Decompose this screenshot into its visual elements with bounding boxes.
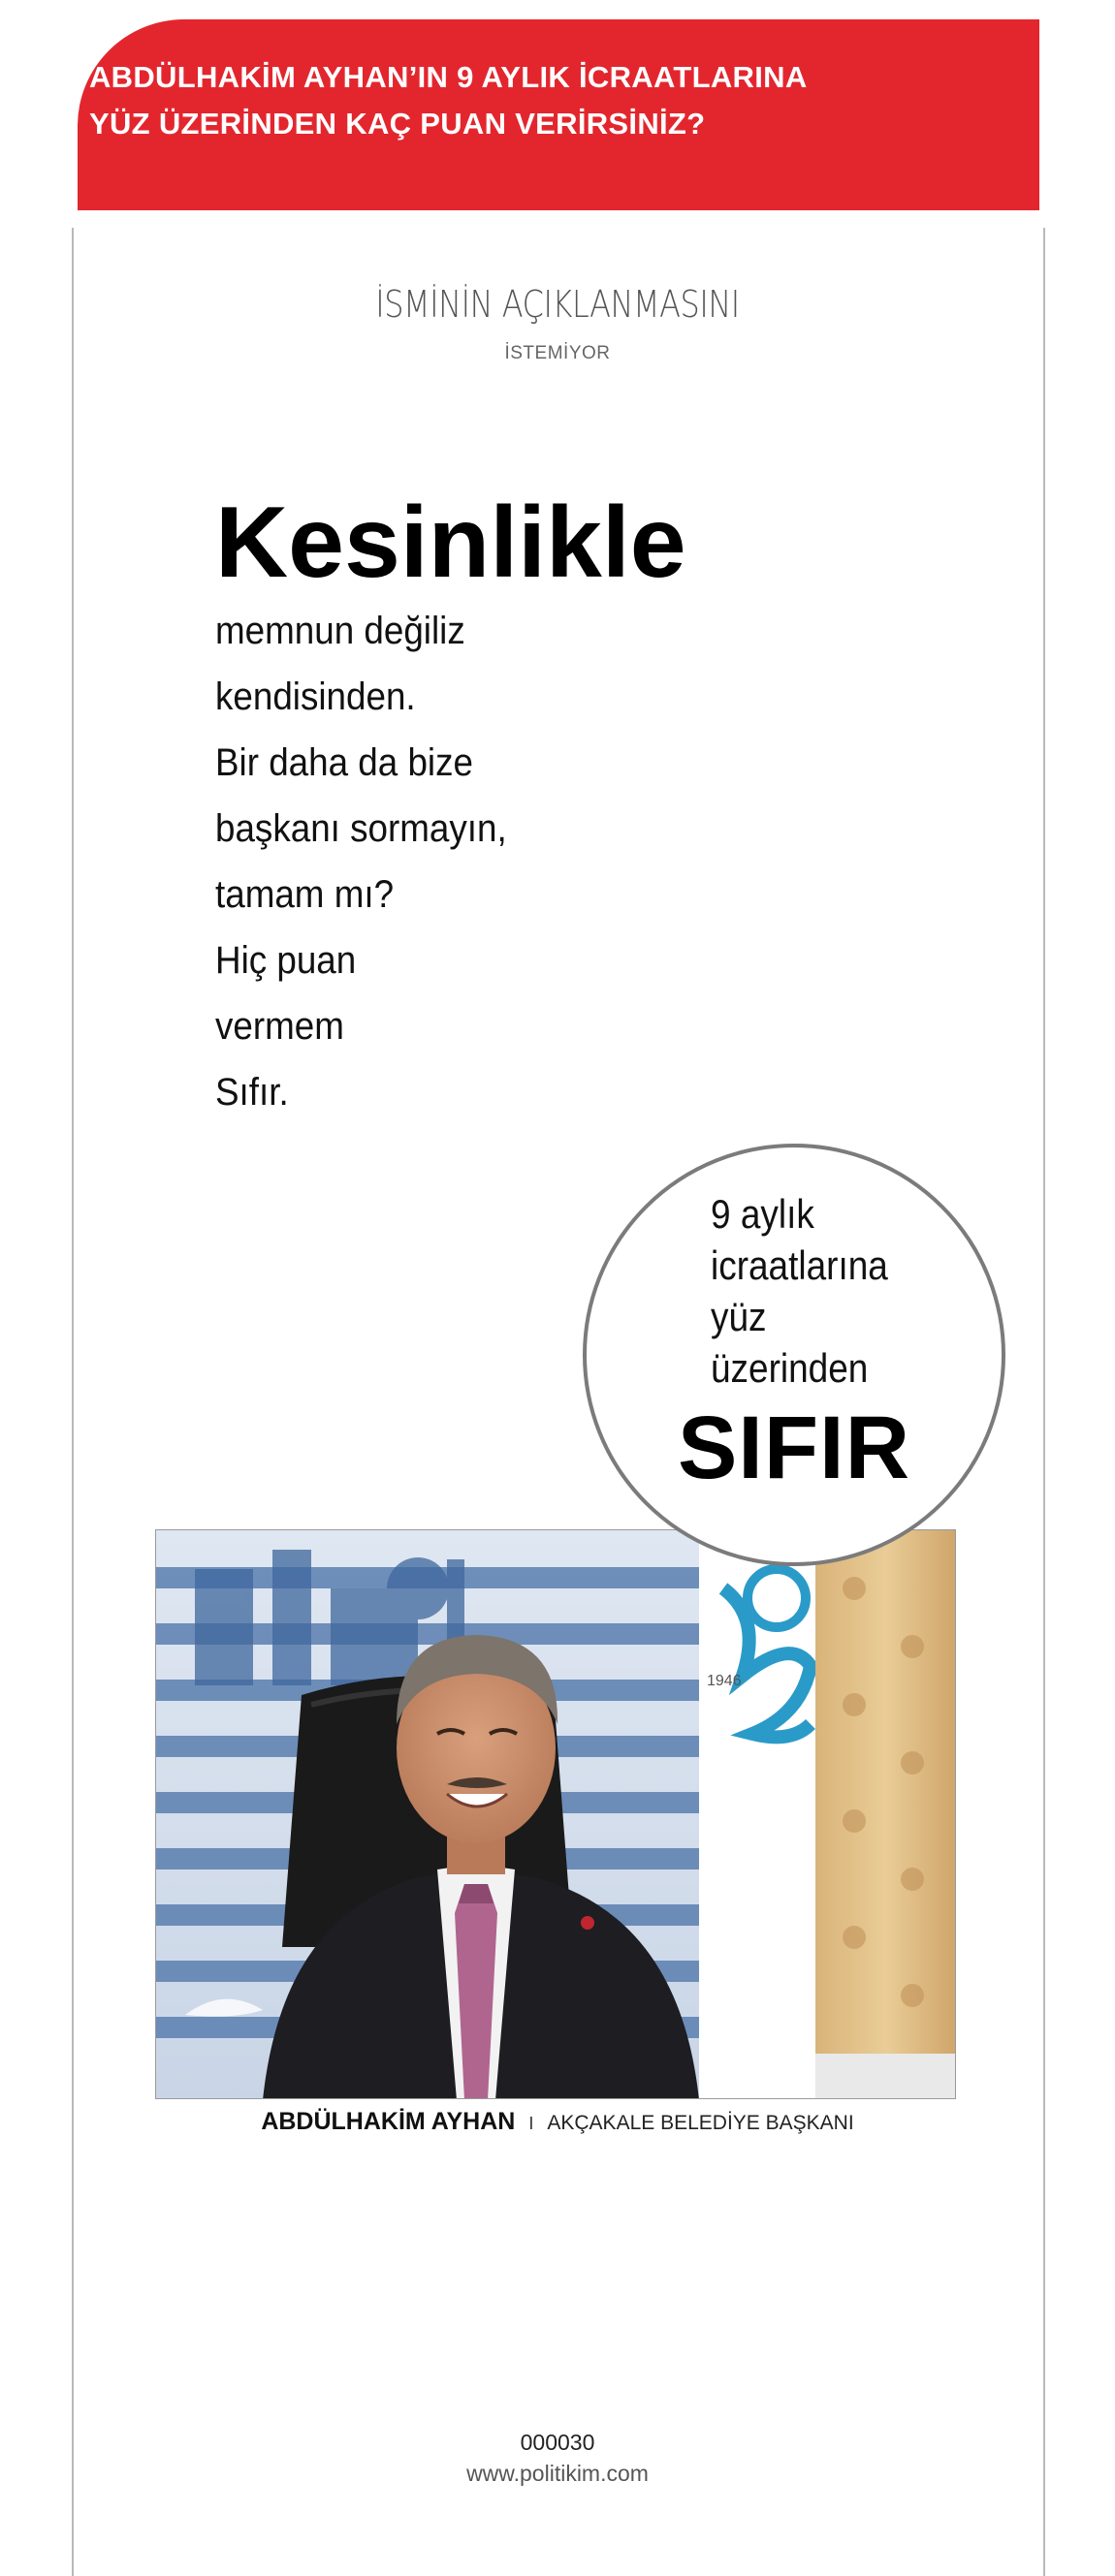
quote-line: kendisinden. [215,675,416,718]
quote-line: vermem [215,1005,344,1048]
score-badge [583,1144,1005,1566]
caption-separator: I [528,2114,534,2133]
quote-line: başkanı sormayın, [215,807,507,850]
respondent-subtitle: İSTEMİYOR [504,343,611,363]
caption-name: ABDÜLHAKİM AYHAN [261,2108,516,2135]
caption-title: AKÇAKALE BELEDİYE BAŞKANI [547,2112,854,2134]
quote-line: memnun değiliz [215,610,465,652]
question-line-1: ABDÜLHAKİM AYHAN’IN 9 AYLIK İCRAATLARINA [89,60,808,94]
quote-line: Hiç puan [215,939,357,982]
mayor-photo [155,1529,956,2099]
quote-body [215,598,532,1125]
photo-caption [0,2108,1115,2136]
score-badge-line: yüz [711,1294,767,1339]
footer-code: 000030 [520,2430,595,2455]
footer-website: www.politikim.com [466,2461,649,2486]
quote-line: Bir daha da bize [215,741,473,784]
score-value: SIFIR [677,1398,911,1497]
quote-lead-word: Kesinlikle [215,487,686,599]
score-badge-line: üzerinden [711,1345,869,1391]
quote-line: tamam mı? [215,873,395,916]
question-heading [89,54,942,147]
question-line-2: YÜZ ÜZERİNDEN KAÇ PUAN VERİRSİNİZ? [89,107,706,141]
logo-year: 1946 [707,1673,742,1689]
quote-line: Sıfır. [215,1071,289,1114]
page-border-right [1043,228,1045,2576]
respondent-title: İSMİNİN AÇIKLANMASINI [375,283,740,326]
page-border-left [72,228,74,2576]
score-badge-line: icraatlarına [711,1242,888,1288]
score-badge-text [711,1188,912,1394]
mayor-portrait-illustration [156,1530,956,2099]
score-badge-line: 9 aylık [711,1191,814,1237]
